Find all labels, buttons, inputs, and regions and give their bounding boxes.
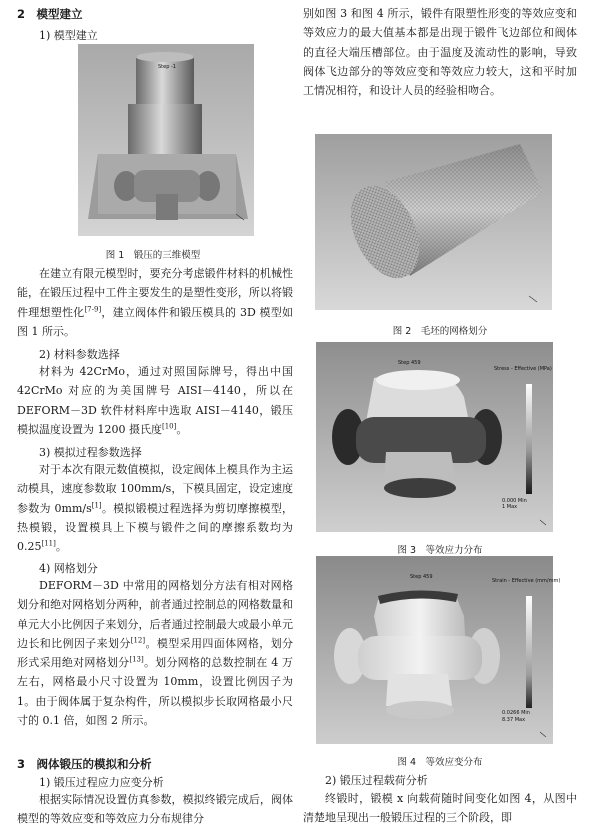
figure-4-render (316, 556, 561, 744)
figure-3-max-label: 1 Max (502, 504, 518, 510)
citation-12: [12] (130, 636, 146, 645)
figure-4-legend-title: Strain - Effective (mm/mm) (492, 578, 561, 584)
paragraph-meshing (17, 576, 293, 730)
paragraph-model-intro-text: 在建立有限元模型时，要充分考虑锻件材料的机械性能，在锻压过程中工件主要发生的是塑性变形，所以将锻件理想塑性化 (17, 267, 293, 319)
citation-13: [13] (129, 655, 144, 664)
figure-3-caption: 图 3 等效应力分布 (397, 545, 483, 556)
paragraph-material-tail: 。 (176, 422, 188, 436)
citation-11: [11] (41, 539, 56, 548)
figure-3-legend-title: Stress - Effective (MPa) (494, 366, 552, 372)
figure-3-min-label: 0.000 Min (502, 498, 527, 504)
subsection-meshing: 4) 网格划分 (39, 562, 98, 575)
figure-2-caption: 图 2 毛坯的网格划分 (392, 326, 488, 337)
paragraph-meshing-tail2: 。划分网格的总数控制在 4 万左右，网格最小尺寸设置为 10mm，设置比例因子为 1。由于阀体属于复杂构件，所以模拟步长取网格最小尺寸的 0.1 倍，如图 2 所示。 (17, 656, 293, 728)
section-3-heading: 3 阀体锻压的模拟和分析 (17, 757, 152, 771)
paragraph-meshing-tail: 。模型采用四面体网格，划分形式采用绝对网格划分 (17, 636, 293, 670)
figure-4-min-label: 0.0266 Min (502, 710, 530, 716)
paragraph-model-intro (17, 264, 293, 341)
paragraph-material (17, 362, 293, 439)
paragraph-load-analysis: 终锻时，锻模 x 向载荷随时间变化如图 4，从图中清楚地呈现出一般锻压过程的三个阶段，即 (303, 792, 577, 825)
figure-3-stress (316, 342, 553, 532)
paragraph-process-tail2: 。 (55, 540, 67, 554)
figure-3-render (316, 342, 553, 532)
figure-1-caption: 图 1 锻压的三维模型 (105, 250, 201, 261)
paragraph-material-text: 材料为 42CrMo，通过对照国际牌号，得出中国 42CrMo 对应的为美国牌号 AISI－4140，所以在 DEFORM－3D 软件材料库中选取 AISI－4140，锻压模拟温度设置为 1200 摄氏度 (17, 365, 293, 436)
figure-1-3d-model (78, 44, 254, 236)
figure-4-step-label: Step 459 (410, 574, 433, 580)
figure-3-step-label: Step 459 (398, 360, 421, 366)
figure-1-step-label: Step -1 (158, 64, 176, 70)
figure-1-render (78, 44, 254, 236)
paragraph-meshing-text: DEFORM－3D 中常用的网格划分方法有相对网格划分和绝对网格划分两种，前者通过控制总的网格数量和单元大小比例因子来划分，后者通过控制最大或最小单元边长和比例因子来划分 (17, 579, 293, 650)
figure-2-render (315, 134, 552, 310)
citation-10: [10] (162, 422, 177, 431)
subsection-load-analysis: 2) 锻压过程载荷分析 (325, 774, 428, 787)
paragraph-process-params (17, 460, 293, 556)
paragraph-process-text: 对于本次有限元数值模拟，设定阀体上模具作为主运动模具，速度参数取 100mm/s，下模具固定，设定速度参数为 0mm/s (17, 463, 293, 515)
subsection-process-params: 3) 模拟过程参数选择 (39, 446, 142, 459)
paragraph-process-tail: 。模拟锻模过程选择为剪切摩擦模型，热模锻，设置模具上下模与锻件之间的摩擦系数均为 0.25 (17, 501, 293, 554)
figure-4-caption: 图 4 等效应变分布 (397, 757, 483, 768)
figure-4-max-label: 8.37 Max (502, 717, 526, 723)
citation-1: [1] (91, 500, 102, 509)
section-2-heading: 2 模型建立 (17, 7, 83, 21)
paragraph-stress-strain: 根据实际情况设置仿真参数，模拟终锻完成后，阀体模型的等效应变和等效应力分布规律分 (17, 793, 293, 826)
citation-7-9: [7-9] (84, 304, 102, 313)
figure-2-mesh (315, 134, 552, 310)
subsection-stress-strain: 1) 锻压过程应力应变分析 (39, 776, 164, 789)
subsection-model-build: 1) 模型建立 (39, 29, 98, 42)
figure-4-strain (316, 556, 561, 744)
paragraph-fig-discussion: 别如图 3 和图 4 所示，锻件有限塑性形变的等效应变和等效应力的最大值基本都是出现于锻件飞边部位和阀体的直径大端压槽部位。由于温度及流动性的影响，导致阀体飞边部分的等效应变和等效应力较大，这和平时加工情况相符，和设计人员的经验相吻合。 (303, 7, 577, 98)
subsection-material: 2) 材料参数选择 (39, 348, 120, 361)
paragraph-model-intro-tail: ，建立阀体件和锻压模具的 3D 模型如图 1 所示。 (17, 305, 294, 338)
